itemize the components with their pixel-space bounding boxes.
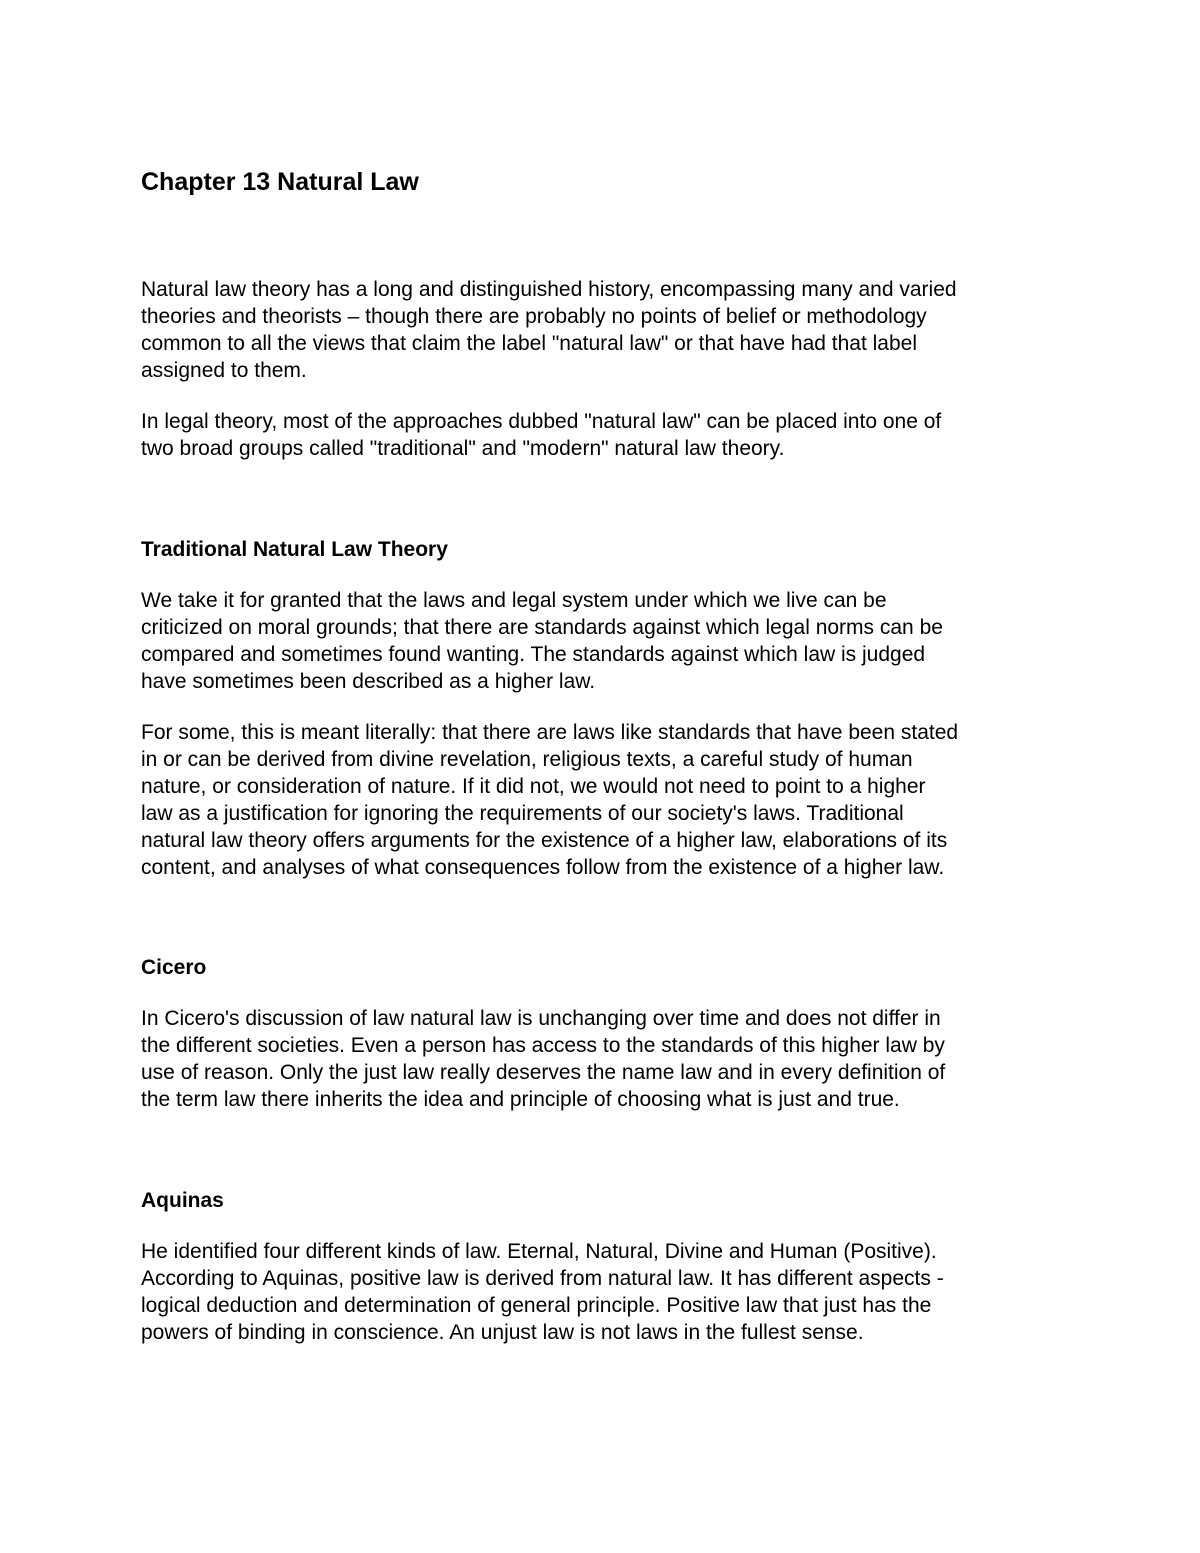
paragraph-line: have sometimes been described as a higher law. (141, 670, 596, 693)
paragraph-line: assigned to them. (141, 359, 307, 382)
section-heading-traditional: Traditional Natural Law Theory (141, 538, 448, 561)
paragraph-line: theories and theorists – though there are probably no points of belief or methodology (141, 305, 927, 328)
paragraph-line: logical deduction and determination of general principle. Positive law that just has the (141, 1294, 932, 1317)
paragraph-line: use of reason. Only the just law really deserves the name law and in every definition of (141, 1061, 946, 1084)
paragraph-line: Natural law theory has a long and distinguished history, encompassing many and varied (141, 278, 957, 301)
aquinas-paragraph (141, 1238, 1061, 1346)
paragraph-line: criticized on moral grounds; that there are standards against which legal norms can be (141, 616, 943, 639)
section-heading-cicero: Cicero (141, 956, 207, 979)
paragraph-line: nature, or consideration of nature. If it did not, we would not need to point to a higher (141, 775, 926, 798)
paragraph-line: content, and analyses of what consequences follow from the existence of a higher law. (141, 856, 945, 879)
paragraph-line: In Cicero's discussion of law natural law is unchanging over time and does not differ in (141, 1007, 941, 1030)
paragraph-line: For some, this is meant literally: that there are laws like standards that have been stated (141, 721, 959, 744)
paragraph-line: common to all the views that claim the label "natural law" or that have had that label (141, 332, 917, 355)
traditional-paragraph-1 (141, 587, 1061, 695)
paragraph-line: the term law there inherits the idea and principle of choosing what is just and true. (141, 1088, 900, 1111)
cicero-paragraph (141, 1005, 1061, 1113)
intro-paragraph-1 (141, 276, 1061, 384)
paragraph-line: compared and sometimes found wanting. The standards against which law is judged (141, 643, 926, 666)
paragraph-line: In legal theory, most of the approaches dubbed "natural law" can be placed into one of (141, 410, 942, 433)
paragraph-line: According to Aquinas, positive law is derived from natural law. It has different aspects - (141, 1267, 944, 1290)
paragraph-line: in or can be derived from divine revelation, religious texts, a careful study of human (141, 748, 913, 771)
paragraph-line: powers of binding in conscience. An unjust law is not laws in the fullest sense. (141, 1321, 864, 1344)
paragraph-line: He identified four different kinds of law. Eternal, Natural, Divine and Human (Positive). (141, 1240, 937, 1263)
traditional-paragraph-2 (141, 719, 1061, 881)
paragraph-line: natural law theory offers arguments for the existence of a higher law, elaborations of its (141, 829, 948, 852)
paragraph-line: We take it for granted that the laws and legal system under which we live can be (141, 589, 887, 612)
section-heading-aquinas: Aquinas (141, 1189, 224, 1212)
paragraph-line: law as a justification for ignoring the requirements of our society's laws. Traditional (141, 802, 904, 825)
intro-paragraph-2 (141, 408, 1061, 462)
paragraph-line: two broad groups called "traditional" and "modern" natural law theory. (141, 437, 785, 460)
paragraph-line: the different societies. Even a person has access to the standards of this higher law by (141, 1034, 945, 1057)
page-title: Chapter 13 Natural Law (141, 168, 419, 196)
